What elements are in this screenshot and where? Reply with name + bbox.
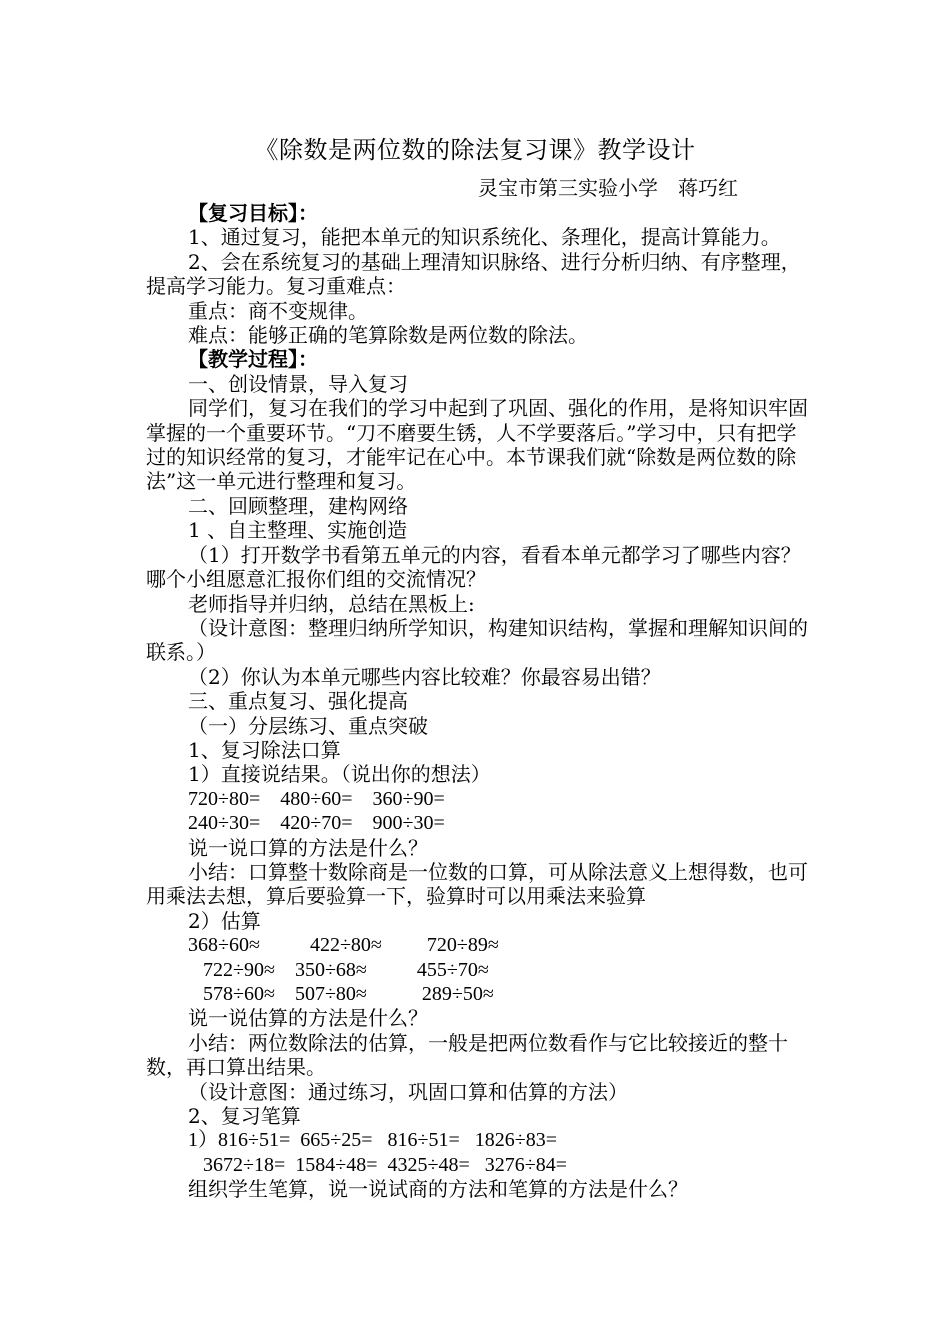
exercise-label: 2）估算 xyxy=(188,908,261,933)
intro-paragraph: 同学们，复习在我们的学习中起到了巩固、强化的作用，是将知识牢固掌握的一个重要环节。“刀不磨要生锈，人不学要落后。”学习中，只有把学过的知识经常的复习，才能牢记在心中。本节课我们就“除数是两位数的除法”这一单元进行整理和复习。 xyxy=(146,396,808,494)
exercise-row: 240÷30= 420÷70= 900÷30= xyxy=(188,812,445,835)
process-heading: 【教学过程】： xyxy=(188,347,318,372)
question-line: 说一说估算的方法是什么？ xyxy=(188,1006,428,1031)
summary-paragraph: 小结：口算整十数除商是一位数的口算，可从除法意义上想得数，也可用乘法去想，算后要验算一下，验算时可以用乘法来验算 xyxy=(146,859,808,909)
goal-heading: 【复习目标】： xyxy=(188,201,318,225)
goal-item-1: 1、通过复习，能把本单元的知识系统化、条理化，提高计算能力。 xyxy=(188,225,781,250)
goal-item-2: 2、会在系统复习的基础上理清知识脉络、进行分析归纳、有序整理，提高学习能力。复习重难点： xyxy=(146,249,801,299)
exercise-label: 1）直接说结果。（说出你的想法） xyxy=(188,762,491,787)
section-heading: 二、回顾整理，建构网络 xyxy=(188,493,408,518)
task-paragraph: （2）你认为本单元哪些内容比较难？你最容易出错？ xyxy=(188,664,661,689)
exercise-row: 3672÷18= 1584÷48= 4325÷48= 3276÷84= xyxy=(188,1153,568,1176)
teacher-guide: 老师指导并归纳，总结在黑板上: xyxy=(188,591,475,616)
section-heading: 一、创设情景，导入复习 xyxy=(188,371,408,396)
exercise-row: 368÷60≈ 422÷80≈ 720÷89≈ xyxy=(188,934,499,957)
exercise-row: 720÷80= 480÷60= 360÷90= xyxy=(188,787,445,810)
author-line: 灵宝市第三实验小学 蒋巧红 xyxy=(478,176,738,200)
exercise-row: 722÷90≈ 350÷68≈ 455÷70≈ xyxy=(188,958,489,981)
difficult-point: 难点：能够正确的笔算除数是两位数的除法。 xyxy=(188,323,588,348)
question-line: 说一说口算的方法是什么？ xyxy=(188,835,428,860)
subsection-heading: 2、复习笔算 xyxy=(188,1104,301,1129)
design-intent: （设计意图：整理归纳所学知识，构建知识结构，掌握和理解知识间的联系。） xyxy=(146,615,808,665)
document-body xyxy=(146,201,812,1202)
exercise-row: 1）816÷51= 665÷25= 816÷51= 1826÷83= xyxy=(188,1129,558,1152)
key-point: 重点：商不变规律。 xyxy=(188,298,368,323)
section-heading: 三、重点复习、强化提高 xyxy=(188,689,408,714)
task-paragraph: （1）打开数学书看第五单元的内容，看看本单元都学习了哪些内容？哪个小组愿意汇报你们组的交流情况？ xyxy=(146,542,801,592)
subsection-heading: 1 、自主整理、实施创造 xyxy=(188,518,408,543)
document-title: 《除数是两位数的除法复习课》教学设计 xyxy=(254,136,696,164)
exercise-row: 578÷60≈ 507÷80≈ 289÷50≈ xyxy=(188,983,494,1005)
summary-paragraph: 小结：两位数除法的估算，一般是把两位数看作与它比较接近的整十数，再口算出结果。 xyxy=(146,1030,788,1080)
question-line: 组织学生笔算，说一说试商的方法和笔算的方法是什么？ xyxy=(188,1177,688,1202)
subsection-heading: （一）分层练习、重点突破 xyxy=(188,713,428,738)
subsection-heading: 1、复习除法口算 xyxy=(188,737,341,762)
design-intent: （设计意图：通过练习，巩固口算和估算的方法） xyxy=(188,1079,628,1104)
